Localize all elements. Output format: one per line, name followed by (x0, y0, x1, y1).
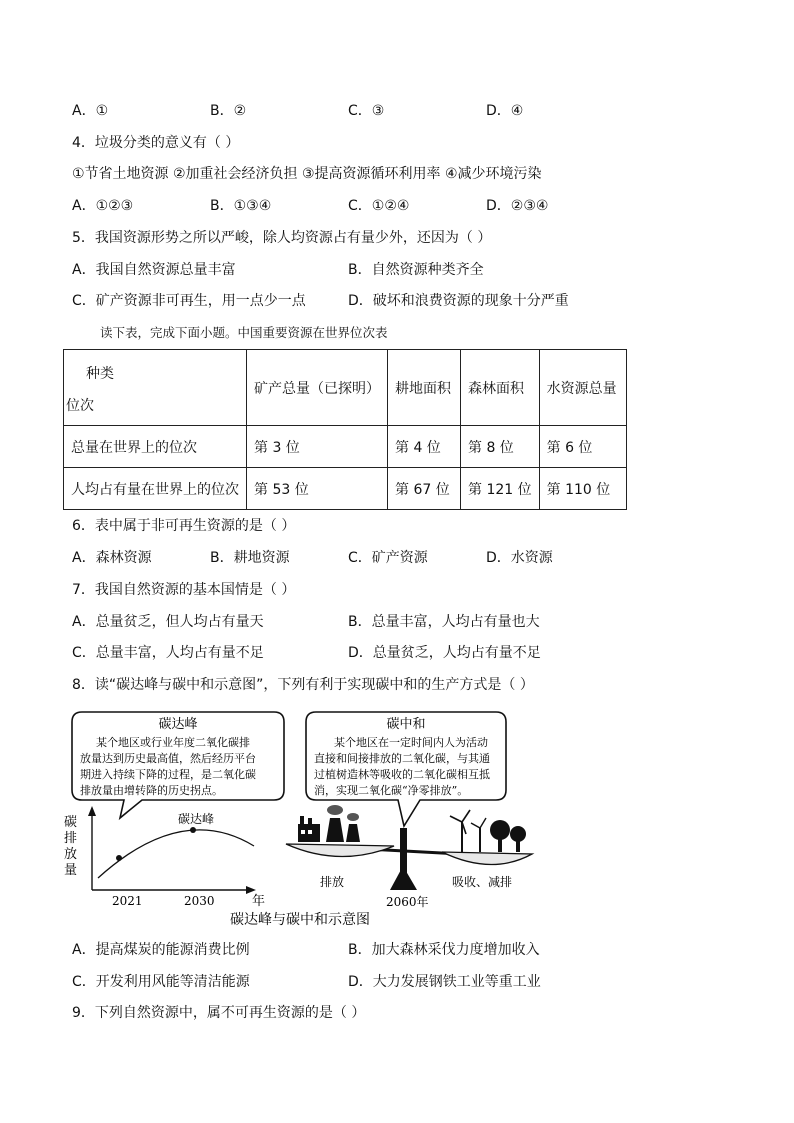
bubble-left-line: 放量达到历史最高值，然后经历平台 (80, 752, 256, 765)
figure-caption: 碳达峰与碳中和示意图 (230, 912, 370, 928)
q4-option-b: B．①③④ (210, 198, 272, 214)
table-header-cell: 水资源总量 (539, 350, 626, 426)
left-pan (286, 844, 394, 857)
q3-option-d: D．④ (486, 103, 524, 119)
table-header-cell: 森林面积 (461, 350, 540, 426)
tree-icon (490, 820, 526, 852)
y-axis-label-char: 量 (64, 863, 78, 878)
q6-option-a: A．森林资源 (72, 550, 152, 566)
q4-items: ①节省土地资源 ②加重社会经济负担 ③提高资源循环利用率 ④减少环境污染 (72, 166, 542, 182)
wind-turbine-icon (450, 810, 486, 852)
table-intro: 读下表，完成下面小题。中国重要资源在世界位次表 (100, 325, 388, 340)
y-axis-arrow (88, 806, 96, 816)
point-2021 (116, 855, 122, 861)
bubble-left-line: 排放量由增转降的历史拐点。 (80, 784, 223, 797)
bubble-right-line: 消，实现二氧化碳“净零排放”。 (314, 784, 469, 797)
table-cell: 第 6 位 (539, 426, 626, 468)
q9-stem: 9．下列自然资源中，属不可再生资源的是（ ） (72, 1005, 366, 1021)
q6-option-b: B．耕地资源 (210, 550, 290, 566)
q4-option-c: C．①②④ (348, 198, 410, 214)
peak-point (190, 827, 196, 833)
table-cell: 第 3 位 (247, 426, 388, 468)
q6-option-c: C．矿产资源 (348, 550, 428, 566)
y-axis-label-char: 放 (64, 847, 78, 862)
scale-base (390, 866, 417, 890)
right-pan-label: 吸收、减排 (452, 875, 513, 889)
q5-option-d: D．破坏和浪费资源的现象十分严重 (348, 293, 569, 309)
q8-option-d: D．大力发展钢铁工业等重工业 (348, 974, 541, 990)
bubble-right-line: 直接和间接排放的二氧化碳，与其通 (314, 752, 490, 765)
left-pan-label: 排放 (320, 875, 345, 889)
q8-option-c: C．开发利用风能等清洁能源 (72, 974, 250, 990)
table-cell: 第 8 位 (461, 426, 540, 468)
bubble-right-line: 过植树造林等吸收的二氧化碳相互抵 (314, 768, 490, 781)
q5-stem: 5．我国资源形势之所以严峻，除人均资源占有量少外，还因为（ ） (72, 230, 492, 246)
factory-icon (298, 816, 320, 842)
q3-option-a: A．① (72, 103, 109, 119)
q7-stem: 7．我国自然资源的基本国情是（ ） (72, 582, 296, 598)
q7-option-d: D．总量贫乏，人均占有量不足 (348, 645, 541, 661)
table-cell: 第 110 位 (539, 468, 626, 510)
q4-stem: 4．垃圾分类的意义有（ ） (72, 135, 240, 151)
q3-option-b: B．② (210, 103, 247, 119)
corner-label-rank: 位次 (66, 397, 94, 414)
right-pan (442, 852, 532, 865)
q3-option-c: C．③ (348, 103, 385, 119)
table-row (64, 468, 627, 510)
y-axis-label-char: 排 (64, 831, 78, 846)
peak-label: 碳达峰 (178, 812, 215, 826)
q6-stem: 6．表中属于非可再生资源的是（ ） (72, 518, 296, 534)
bubble-right-title: 碳中和 (386, 717, 426, 732)
table-header-cell: 矿产总量（已探明） (247, 350, 388, 426)
q5-option-b: B．自然资源种类齐全 (348, 262, 484, 278)
q8-stem: 8．读“碳达峰与碳中和示意图”，下列有利于实现碳中和的生产方式是（ ） (72, 677, 534, 693)
table-row-label: 人均占有量在世界上的位次 (64, 468, 247, 510)
bubble-left-line: 某个地区或行业年度二氧化碳排 (96, 736, 250, 749)
table-cell: 第 121 位 (461, 468, 540, 510)
table-cell: 第 4 位 (388, 426, 461, 468)
q8-option-b: B．加大森林采伐力度增加收入 (348, 942, 540, 958)
q8-option-a: A．提高煤炭的能源消费比例 (72, 942, 250, 958)
x-tick-2030: 2030 (184, 894, 215, 908)
table-header-row (64, 350, 627, 426)
q7-option-c: C．总量丰富，人均占有量不足 (72, 645, 264, 661)
resource-rank-table (63, 349, 627, 510)
emission-curve (98, 830, 254, 878)
q7-option-b: B．总量丰富，人均占有量也大 (348, 614, 540, 630)
bubble-left-line: 期进入持续下降的过程，是二氧化碳 (80, 768, 256, 781)
q6-option-d: D．水资源 (486, 550, 553, 566)
x-axis-arrow (246, 886, 256, 894)
x-unit: 年 (252, 894, 266, 909)
corner-label-type: 种类 (86, 365, 114, 382)
table-header-cell: 耕地面积 (388, 350, 461, 426)
q5-option-a: A．我国自然资源总量丰富 (72, 262, 236, 278)
table-row-label: 总量在世界上的位次 (64, 426, 247, 468)
q7-option-a: A．总量贫乏，但人均占有量天 (72, 614, 264, 630)
q4-option-a: A．①②③ (72, 198, 134, 214)
cooling-tower-icon (326, 805, 360, 842)
table-cell: 第 53 位 (247, 468, 388, 510)
table-cell: 第 67 位 (388, 468, 461, 510)
table-row (64, 426, 627, 468)
table-corner-cell (64, 350, 247, 426)
q4-option-d: D．②③④ (486, 198, 549, 214)
bubble-left-title: 碳达峰 (158, 717, 198, 732)
carbon-diagram (64, 706, 532, 932)
bubble-right-line: 某个地区在一定时间内人为活动 (334, 736, 488, 749)
x-tick-2021: 2021 (112, 894, 143, 908)
y-axis-label-char: 碳 (64, 815, 78, 830)
neutral-year: 2060年 (386, 895, 429, 909)
q5-option-c: C．矿产资源非可再生，用一点少一点 (72, 293, 306, 309)
